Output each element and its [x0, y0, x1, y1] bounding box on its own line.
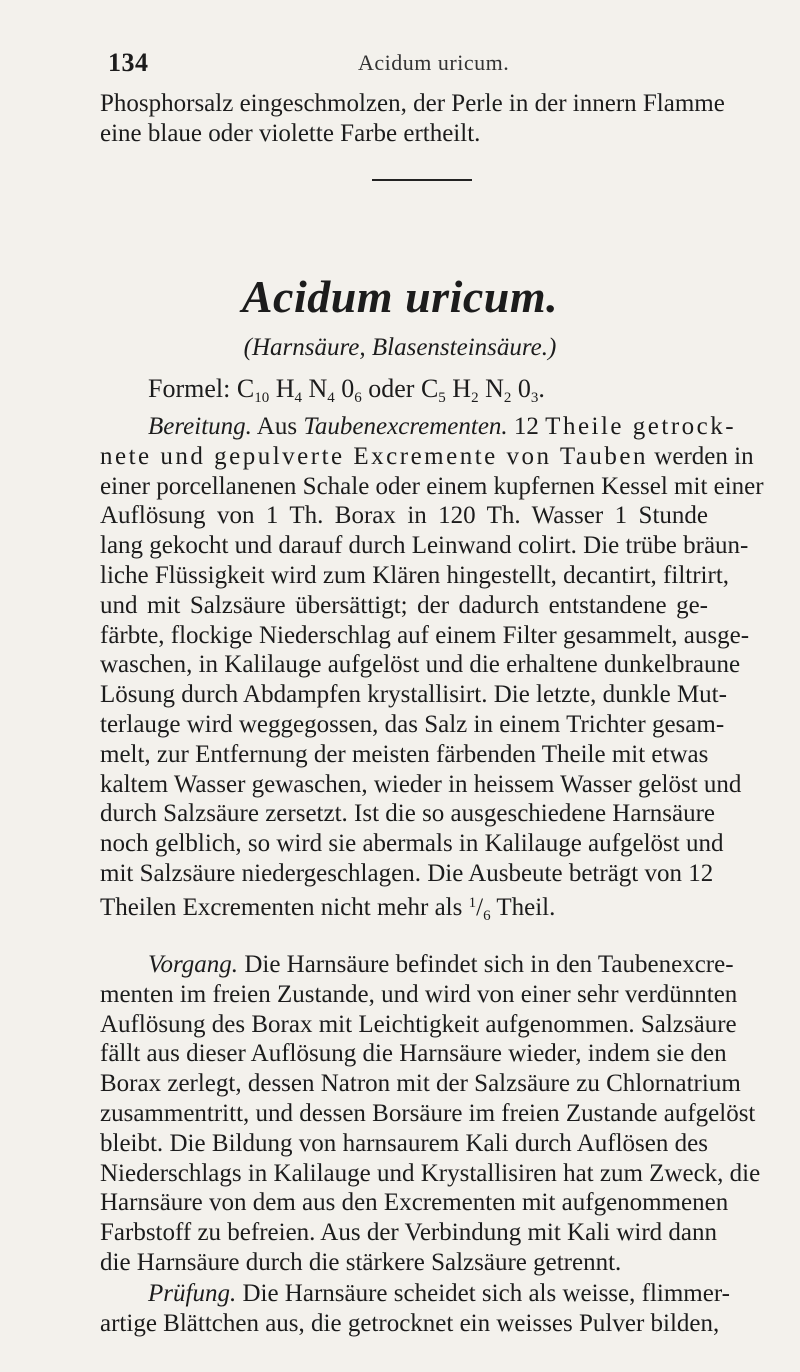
text-span: werden in: [648, 442, 754, 470]
text-span: Theil.: [490, 893, 556, 921]
page-number: 134: [108, 48, 149, 77]
text-line: waschen, in Kalilauge aufgelöst und die erhaltene dunkelbraune: [100, 651, 741, 679]
formula-subscript: 10: [254, 390, 270, 406]
formula-period: .: [538, 374, 545, 403]
text-line: die Harnsäure durch die stärkere Salzsäure getrennt.: [100, 1248, 622, 1276]
formula-element: N: [308, 374, 328, 403]
paragraph-label: Vorgang.: [148, 951, 239, 978]
text-line: Phosphorsalz eingeschmolzen, der Perle in der innern Flamme: [100, 90, 725, 117]
text-line: Harnsäure von dem aus den Excrementen mit aufgenommenen: [100, 1189, 729, 1217]
text-line: terlauge wird weggegossen, das Salz in einem Trichter gesam-: [100, 710, 725, 738]
formula-element: H: [452, 374, 472, 403]
text-line: Farbstoff zu befreien. Aus der Verbindung mit Kali wird dann: [100, 1219, 718, 1247]
formula-subscript: 3: [530, 390, 539, 406]
formula-conjunction: oder: [368, 374, 415, 403]
formula-subscript: 4: [294, 390, 302, 406]
text-line: fällt aus dieser Auflösung die Harnsäure wieder, indem sie den: [100, 1040, 727, 1068]
intro-paragraph: [100, 89, 725, 149]
text-line: artige Blättchen aus, die getrocknet ein weisses Pulver bilden,: [100, 1309, 720, 1337]
formula-element: 0: [517, 374, 531, 403]
text-line: eine blaue oder violette Farbe ertheilt.: [100, 119, 481, 147]
formula-subscript: 2: [503, 390, 512, 406]
text-span: Die Harnsäure befindet sich in den Taubenexcre-: [238, 951, 734, 978]
paragraph-label: Prüfung.: [148, 1280, 237, 1307]
text-line: Auflösung von 1 Th. Borax in 120 Th. Wasser 1 Stunde: [100, 502, 708, 530]
text-line: und mit Salzsäure übersättigt; der dadurch entstandene ge-: [100, 591, 708, 619]
bereitung-paragraph: [100, 412, 764, 932]
text-line: Lösung durch Abdampfen krystallisirt. Die letzte, dunkle Mut-: [100, 681, 727, 709]
formula-element: 0: [341, 374, 355, 403]
chemical-formula: [148, 374, 545, 407]
text-span: Taubenexcrementen.: [303, 413, 508, 440]
text-line: [100, 442, 754, 472]
text-line: zusammentritt, und dessen Borsäure im freien Zustande aufgelöst: [100, 1099, 756, 1127]
formula-element: H: [275, 374, 295, 403]
section-title: Acidum uricum.: [241, 271, 559, 322]
formula-subscript: 6: [354, 390, 362, 406]
text-line: durch Salzsäure zersetzt. Ist die so ausgeschiedene Harnsäure: [100, 800, 716, 828]
formula-element: C: [420, 374, 439, 403]
formula-subscript: 2: [471, 390, 479, 406]
section-divider: [372, 179, 472, 181]
text-line: noch gelblich, so wird sie abermals in Kalilauge aufgelöst und: [100, 830, 724, 858]
text-span: Theile getrock-: [545, 413, 737, 440]
formula-element: C: [236, 374, 255, 403]
text-line: färbte, flockige Niederschlag auf einem Filter gesammelt, ausge-: [100, 621, 750, 649]
fraction-denominator: 6: [483, 907, 491, 924]
text-line: mit Salzsäure niedergeschlagen. Die Ausbeute beträgt von 12: [100, 859, 714, 887]
text-span: nete und gepulverte Excremente von Tauben: [100, 442, 649, 470]
formula-subscript: 5: [438, 390, 446, 406]
text-line: Niederschlags in Kalilauge und Krystallisiren hat zum Zweck, die: [100, 1159, 761, 1187]
formula-subscript: 4: [327, 390, 335, 406]
text-span: Theilen Excrementen nicht mehr als: [100, 893, 469, 921]
section-subtitle: (Harnsäure, Blasensteinsäure.): [243, 334, 557, 361]
page-header: [108, 48, 668, 78]
text-line: lang gekocht und darauf durch Leinwand colirt. Die trübe bräun-: [100, 532, 749, 560]
fraction-numerator: 1: [468, 894, 477, 911]
fraction: $^1/_6$: [468, 893, 491, 924]
text-line: [100, 1279, 730, 1309]
text-line: [100, 889, 708, 932]
formula-element: N: [485, 374, 504, 403]
text-span: Aus: [256, 413, 298, 440]
formula-label: Formel:: [148, 374, 237, 403]
text-line: einer porcellanenen Schale oder einem kupfernen Kessel mit einer: [100, 472, 764, 500]
pruefung-paragraph: [100, 1279, 730, 1339]
text-line: [100, 412, 737, 442]
text-line: menten im freien Zustande, und wird von einer sehr verdünnten: [100, 980, 738, 1008]
text-line: kaltem Wasser gewaschen, wieder in heissem Wasser gelöst und: [100, 770, 742, 798]
text-line: Borax zerlegt, dessen Natron mit der Salzsäure zu Chlornatrium: [100, 1070, 741, 1098]
vorgang-paragraph: [100, 950, 761, 1278]
text-line: Auflösung des Borax mit Leichtigkeit aufgenommen. Salzsäure: [100, 1010, 737, 1038]
running-title: Acidum uricum.: [358, 50, 510, 75]
paragraph-label: Bereitung.: [148, 413, 252, 440]
text-line: [100, 950, 734, 980]
text-line: liche Flüssigkeit wird zum Klären hingestellt, decantirt, filtrirt,: [100, 561, 730, 589]
text-span: Die Harnsäure scheidet sich als weisse, flimmer-: [236, 1280, 730, 1307]
text-line: melt, zur Entfernung der meisten färbenden Theile mit etwas: [100, 740, 709, 768]
text-line: bleibt. Die Bildung von harnsaurem Kali durch Auflösen des: [100, 1129, 708, 1157]
text-span: 12: [513, 413, 546, 440]
